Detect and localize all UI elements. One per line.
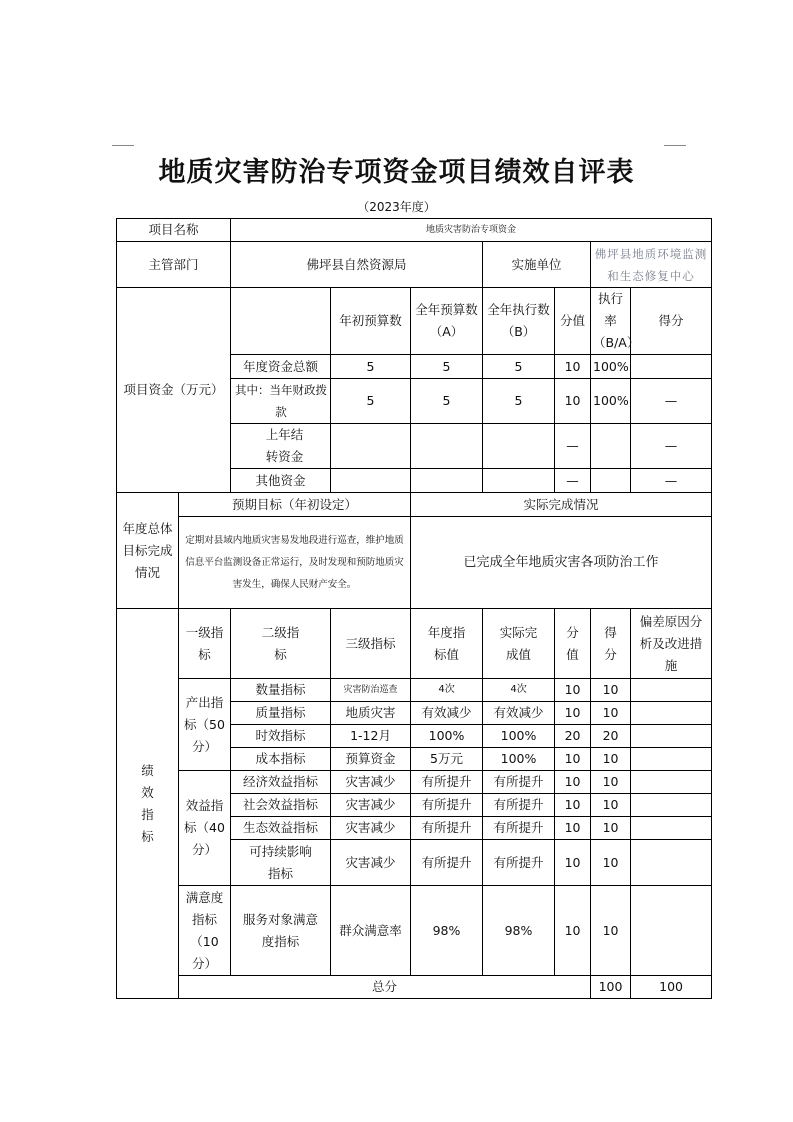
header-level3: 三级指标 bbox=[331, 609, 411, 679]
indicator-actual: 有所提升 bbox=[483, 817, 555, 840]
indicator-target: 5万元 bbox=[411, 748, 483, 771]
indicator-level2: 服务对象满意度指标 bbox=[231, 886, 331, 976]
project-name-value: 地质灾害防治专项资金 bbox=[231, 219, 712, 242]
indicators-label: 绩效指标 bbox=[117, 609, 179, 999]
header-reason: 偏差原因分析及改进措施 bbox=[631, 609, 712, 679]
indicator-score-value: 10 bbox=[555, 840, 591, 886]
goals-label: 年度总体目标完成情况 bbox=[117, 493, 179, 609]
indicator-level3: 灾害防治巡查 bbox=[331, 679, 411, 702]
indicator-row bbox=[117, 771, 712, 794]
indicator-actual: 4次 bbox=[483, 679, 555, 702]
indicator-score: 20 bbox=[591, 725, 631, 748]
goals-actual-text: 已完成全年地质灾害各项防治工作 bbox=[411, 517, 712, 609]
indicator-target: 100% bbox=[411, 725, 483, 748]
funds-header-full: 全年预算数（A） bbox=[411, 288, 483, 355]
funds-row-full: 5 bbox=[411, 355, 483, 379]
total-label: 总分 bbox=[179, 976, 591, 999]
indicator-reason bbox=[631, 702, 712, 725]
funds-row-initial bbox=[331, 469, 411, 493]
indicator-score: 10 bbox=[591, 886, 631, 976]
indicator-level2: 质量指标 bbox=[231, 702, 331, 725]
funds-header-row bbox=[117, 288, 712, 355]
funds-row-score-value: — bbox=[555, 424, 591, 469]
funds-row-executed bbox=[483, 469, 555, 493]
funds-row-score bbox=[631, 355, 712, 379]
report-year: （2023年度） bbox=[357, 200, 436, 214]
indicator-actual: 98% bbox=[483, 886, 555, 976]
header-target: 年度指标值 bbox=[411, 609, 483, 679]
indicator-level3: 灾害减少 bbox=[331, 817, 411, 840]
corner-mark-left bbox=[112, 145, 134, 146]
indicator-level3: 灾害减少 bbox=[331, 794, 411, 817]
indicator-reason bbox=[631, 817, 712, 840]
indicator-target: 有所提升 bbox=[411, 771, 483, 794]
indicator-actual: 有所提升 bbox=[483, 794, 555, 817]
funds-row-executed: 5 bbox=[483, 355, 555, 379]
funds-row-rate bbox=[591, 469, 631, 493]
header-level1: 一级指标 bbox=[179, 609, 231, 679]
indicator-actual: 有所提升 bbox=[483, 840, 555, 886]
funds-row-score-value: — bbox=[555, 469, 591, 493]
goals-expected-text: 定期对县域内地质灾害易发地段进行巡查，维护地质信息平台监测设备正常运行，及时发现和预防地质灾害发生，确保人民财产安全。 bbox=[179, 517, 411, 609]
indicator-actual: 100% bbox=[483, 725, 555, 748]
indicator-level3: 灾害减少 bbox=[331, 771, 411, 794]
indicator-target: 98% bbox=[411, 886, 483, 976]
goals-expected-label: 预期目标（年初设定） bbox=[179, 493, 411, 517]
funds-label: 项目资金（万元） bbox=[117, 288, 231, 493]
indicator-target: 有效减少 bbox=[411, 702, 483, 725]
funds-row-name: 年度资金总额 bbox=[231, 355, 331, 379]
indicator-level2: 生态效益指标 bbox=[231, 817, 331, 840]
indicator-header-row bbox=[117, 609, 712, 679]
indicator-score: 10 bbox=[591, 748, 631, 771]
funds-row-full bbox=[411, 469, 483, 493]
level1-output: 产出指标（50分） bbox=[179, 679, 231, 771]
indicator-reason bbox=[631, 840, 712, 886]
department-label: 主管部门 bbox=[117, 242, 231, 288]
funds-row-name: 其他资金 bbox=[231, 469, 331, 493]
indicator-reason bbox=[631, 679, 712, 702]
funds-row-score: — bbox=[631, 379, 712, 424]
indicator-score-value: 10 bbox=[555, 771, 591, 794]
indicator-target: 有所提升 bbox=[411, 794, 483, 817]
funds-row-executed: 5 bbox=[483, 379, 555, 424]
funds-row-full: 5 bbox=[411, 379, 483, 424]
funds-row-score-value: 10 bbox=[555, 355, 591, 379]
indicator-target: 有所提升 bbox=[411, 840, 483, 886]
funds-row-name: 上年结转资金 bbox=[231, 424, 331, 469]
indicator-level3: 1-12月 bbox=[331, 725, 411, 748]
indicator-score-value: 10 bbox=[555, 817, 591, 840]
funds-row-score: — bbox=[631, 424, 712, 469]
total-score: 100 bbox=[631, 976, 712, 999]
indicator-score: 10 bbox=[591, 679, 631, 702]
funds-row-name: 其中：当年财政拨款 bbox=[231, 379, 331, 424]
funds-row-score-value: 10 bbox=[555, 379, 591, 424]
funds-row-rate bbox=[591, 424, 631, 469]
indicator-actual: 100% bbox=[483, 748, 555, 771]
header-level2: 二级指标 bbox=[231, 609, 331, 679]
header-score: 得分 bbox=[591, 609, 631, 679]
evaluation-table bbox=[116, 218, 712, 999]
goals-actual-label: 实际完成情况 bbox=[411, 493, 712, 517]
funds-row-initial: 5 bbox=[331, 355, 411, 379]
indicator-row bbox=[117, 679, 712, 702]
indicator-level3: 地质灾害 bbox=[331, 702, 411, 725]
document-title: 地质灾害防治专项资金项目绩效自评表 bbox=[158, 157, 635, 188]
indicator-score-value: 10 bbox=[555, 702, 591, 725]
indicator-row bbox=[117, 886, 712, 976]
indicator-score: 10 bbox=[591, 771, 631, 794]
indicator-reason bbox=[631, 771, 712, 794]
indicator-score-value: 10 bbox=[555, 886, 591, 976]
indicator-score: 10 bbox=[591, 702, 631, 725]
department-value: 佛坪县自然资源局 bbox=[231, 242, 483, 288]
indicator-level2: 社会效益指标 bbox=[231, 794, 331, 817]
indicator-actual: 有效减少 bbox=[483, 702, 555, 725]
indicator-level3: 预算资金 bbox=[331, 748, 411, 771]
funds-header-rate: 执行率（B/A） bbox=[591, 288, 631, 355]
funds-header-score: 得分 bbox=[631, 288, 712, 355]
level1-benefit: 效益指标（40分） bbox=[179, 771, 231, 886]
project-name-row bbox=[117, 219, 712, 242]
level1-satisfaction: 满意度指标（10分） bbox=[179, 886, 231, 976]
indicator-score: 10 bbox=[591, 794, 631, 817]
funds-row-rate: 100% bbox=[591, 355, 631, 379]
funds-row-initial bbox=[331, 424, 411, 469]
funds-row-full bbox=[411, 424, 483, 469]
indicator-reason bbox=[631, 886, 712, 976]
implementer-label: 实施单位 bbox=[483, 242, 591, 288]
total-row bbox=[117, 976, 712, 999]
funds-row-rate: 100% bbox=[591, 379, 631, 424]
implementer-value: 佛坪县地质环境监测和生态修复中心 bbox=[591, 242, 712, 288]
corner-mark-right bbox=[664, 145, 686, 146]
goals-header-row bbox=[117, 493, 712, 517]
indicator-target: 有所提升 bbox=[411, 817, 483, 840]
department-row bbox=[117, 242, 712, 288]
funds-row-executed bbox=[483, 424, 555, 469]
indicator-level2: 经济效益指标 bbox=[231, 771, 331, 794]
goals-content-row bbox=[117, 517, 712, 609]
indicator-level2: 可持续影响指标 bbox=[231, 840, 331, 886]
total-score-value: 100 bbox=[591, 976, 631, 999]
indicator-level2: 数量指标 bbox=[231, 679, 331, 702]
indicator-score-value: 10 bbox=[555, 748, 591, 771]
indicator-score: 10 bbox=[591, 840, 631, 886]
indicator-actual: 有所提升 bbox=[483, 771, 555, 794]
funds-row-score: — bbox=[631, 469, 712, 493]
indicator-level3: 群众满意率 bbox=[331, 886, 411, 976]
indicator-score: 10 bbox=[591, 817, 631, 840]
indicator-level2: 时效指标 bbox=[231, 725, 331, 748]
funds-header-executed: 全年执行数（B） bbox=[483, 288, 555, 355]
funds-header-score-value: 分值 bbox=[555, 288, 591, 355]
indicator-score-value: 20 bbox=[555, 725, 591, 748]
funds-header-initial: 年初预算数 bbox=[331, 288, 411, 355]
project-name-label: 项目名称 bbox=[117, 219, 231, 242]
indicator-target: 4次 bbox=[411, 679, 483, 702]
funds-header-blank bbox=[231, 288, 331, 355]
indicator-reason bbox=[631, 748, 712, 771]
indicator-reason bbox=[631, 794, 712, 817]
header-score-value: 分值 bbox=[555, 609, 591, 679]
header-actual: 实际完成值 bbox=[483, 609, 555, 679]
indicator-score-value: 10 bbox=[555, 794, 591, 817]
indicator-reason bbox=[631, 725, 712, 748]
funds-row-initial: 5 bbox=[331, 379, 411, 424]
indicator-score-value: 10 bbox=[555, 679, 591, 702]
indicator-level2: 成本指标 bbox=[231, 748, 331, 771]
indicator-level3: 灾害减少 bbox=[331, 840, 411, 886]
